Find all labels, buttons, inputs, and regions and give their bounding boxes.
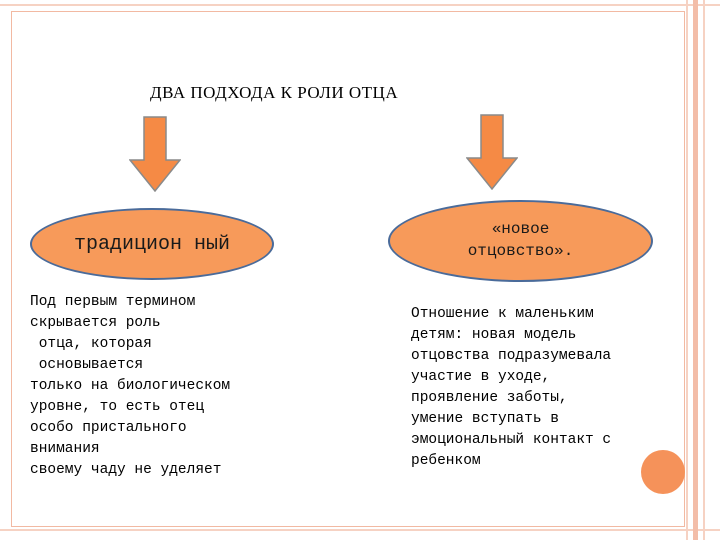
decorative-stripe-right-3 (703, 0, 705, 540)
arrow-down-right-icon (466, 114, 518, 190)
new-fatherhood-description (411, 304, 661, 472)
description-line: отцовства подразумевала (411, 348, 612, 364)
new-fatherhood-label: «новое отцовство». (467, 220, 574, 260)
slide-title: ДВА ПОДХОДА К РОЛИ ОТЦА (150, 83, 399, 102)
description-line: ребенком (411, 453, 481, 469)
new-fatherhood-oval (388, 200, 653, 282)
description-line: основывается (30, 357, 144, 373)
description-line: участие в уходе, (411, 369, 551, 385)
decorative-stripe-right-2 (693, 0, 698, 540)
description-line: эмоциональный контакт с (411, 432, 612, 448)
traditional-approach-description (30, 292, 280, 481)
description-line: особо пристального (30, 420, 187, 436)
arrow-down-left-icon (129, 116, 181, 192)
description-line: внимания (30, 441, 100, 457)
decorative-line-bottom (0, 529, 720, 531)
description-line: Под первым термином (30, 294, 196, 310)
description-line: детям: новая модель (411, 327, 577, 343)
description-line: только на биологическом (30, 378, 231, 394)
decorative-circle (641, 450, 685, 494)
description-line: проявление заботы, (411, 390, 568, 406)
description-line: умение вступать в (411, 411, 559, 427)
description-line: уровне, то есть отец (30, 399, 205, 415)
decorative-line-top (0, 4, 720, 6)
description-line: Отношение к маленьким (411, 306, 594, 322)
description-line: своему чаду не уделяет (30, 462, 222, 478)
description-line: отца, которая (30, 336, 152, 352)
description-line: скрывается роль (30, 315, 161, 331)
decorative-stripe-right-1 (686, 0, 688, 540)
traditional-approach-oval (30, 208, 274, 280)
traditional-approach-label: традицион ный (73, 232, 231, 256)
